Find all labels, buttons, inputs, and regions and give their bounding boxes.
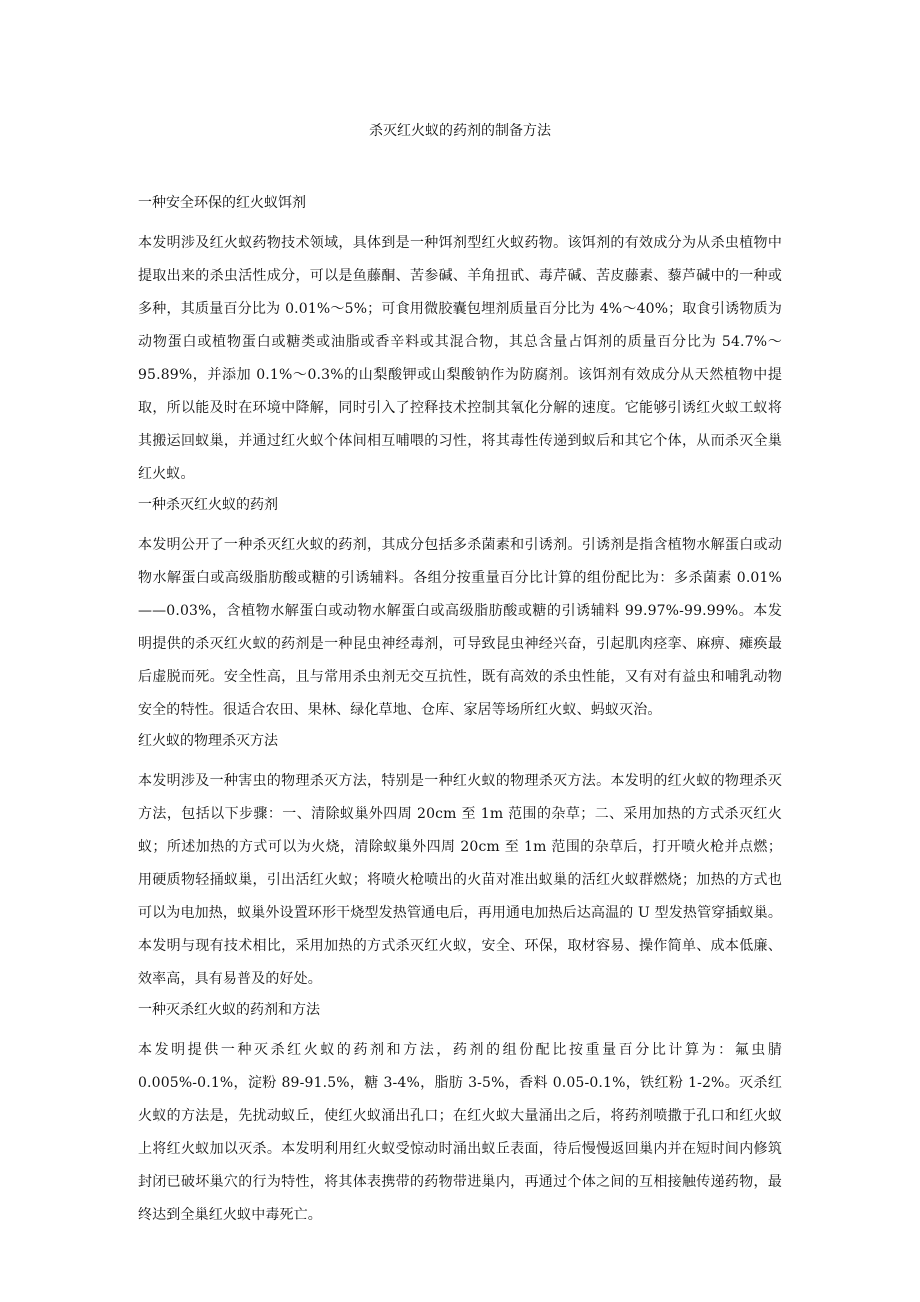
section-paragraph: 本发明涉及一种害虫的物理杀灭方法，特别是一种红火蚁的物理杀灭方法。本发明的红火蚁的物理杀灭方法，包括以下步骤：一、清除蚁巢外四周 20cm 至 1m 范围的杂草；二、采用加热的方式杀灭红火蚁；所述加热的方式可以为火烧，清除蚁巢外四周 20cm 至 1m 范围的杂草后，打开喷火枪并点燃；用硬质物轻捅蚁巢，引出活红火蚁；将喷火枪喷出的火苗对准出蚁巢的活红火蚁群燃烧；加热的方式也可以为电加热，蚁巢外设置环形干烧型发热管通电后，再用通电加热后达高温的 U 型发热管穿插蚁巢。本发明与现有技术相比，采用加热的方式杀灭红火蚁，安全、环保，取材容易、操作简单、成本低廉、效率高，具有易普及的好处。 — [138, 773, 782, 987]
section-paragraph: 本发明提供一种灭杀红火蚁的药剂和方法，药剂的组份配比按重量百分比计算为：氟虫腈 0.005%-0.1%，淀粉 89-91.5%，糖 3-4%，脂肪 3-5%，香料 0.05-0.1%，铁红粉 1-2%。灭杀红火蚁的方法是，先扰动蚁丘，使红火蚁涌出孔口；在红火蚁大量涌出之后，将药剂喷撒于孔口和红火蚁上将红火蚁加以灭杀。本发明利用红火蚁受惊动时涌出蚁丘表面，待后慢慢返回巢内并在短时间内修筑封闭已破坏巢穴的行为特性，将其体表携带的药物带进巢内，再通过个体之间的互相接触传递药物，最终达到全巢红火蚁中毒死亡。 — [138, 1042, 782, 1223]
document-title: 杀灭红火蚁的药剂的制备方法 — [369, 123, 551, 139]
section-agent — [138, 495, 782, 727]
section-paragraph: 本发明公开了一种杀灭红火蚁的药剂，其成分包括多杀菌素和引诱剂。引诱剂是指含植物水解蛋白或动物水解蛋白或高级脂肪酸或糖的引诱辅料。各组分按重量百分比计算的组份配比为：多杀菌素 0.01%——0.03%，含植物水解蛋白或动物水解蛋白或高级脂肪酸或糖的引诱辅料 99.97%-99.99%。本发明提供的杀灭红火蚁的药剂是一种昆虫神经毒剂，可导致昆虫神经兴奋，引起肌肉痉挛、麻痹、瘫痪最后虚脱而死。安全性高，且与常用杀虫剂无交互抗性，既有高效的杀虫性能，又有对有益虫和哺乳动物安全的特性。很适合农田、果林、绿化草地、仓库、家居等场所红火蚁、蚂蚁灭治。 — [138, 537, 782, 718]
section-bait — [138, 193, 782, 491]
section-paragraph: 本发明涉及红火蚁药物技术领域，具体到是一种饵剂型红火蚁药物。该饵剂的有效成分为从杀虫植物中提取出来的杀虫活性成分，可以是鱼藤酮、苦参碱、羊角扭甙、毒芹碱、苦皮藤素、藜芦碱中的一种或多种，其质量百分比为 0.01%～5%；可食用微胶囊包埋剂质量百分比为 4%～40%；取食引诱物质为动物蛋白或植物蛋白或糖类或油脂或香辛料或其混合物，其总含量占饵剂的质量百分比为 54.7%～95.89%，并添加 0.1%～0.3%的山梨酸钾或山梨酸钠作为防腐剂。该饵剂有效成分从天然植物中提取，所以能及时在环境中降解，同时引入了控释技术控制其氧化分解的速度。它能够引诱红火蚁工蚁将其搬运回蚁巢，并通过红火蚁个体间相互哺喂的习性，将其毒性传递到蚁后和其它个体，从而杀灭全巢红火蚁。 — [138, 235, 782, 482]
section-physical-method — [138, 731, 782, 996]
section-heading: 一种安全环保的红火蚁饵剂 — [138, 195, 306, 211]
section-heading: 一种灭杀红火蚁的药剂和方法 — [138, 1002, 320, 1018]
section-agent-and-method — [138, 1000, 782, 1232]
document-content — [138, 193, 782, 1236]
section-heading: 红火蚁的物理杀灭方法 — [138, 733, 278, 749]
section-heading: 一种杀灭红火蚁的药剂 — [138, 497, 278, 513]
